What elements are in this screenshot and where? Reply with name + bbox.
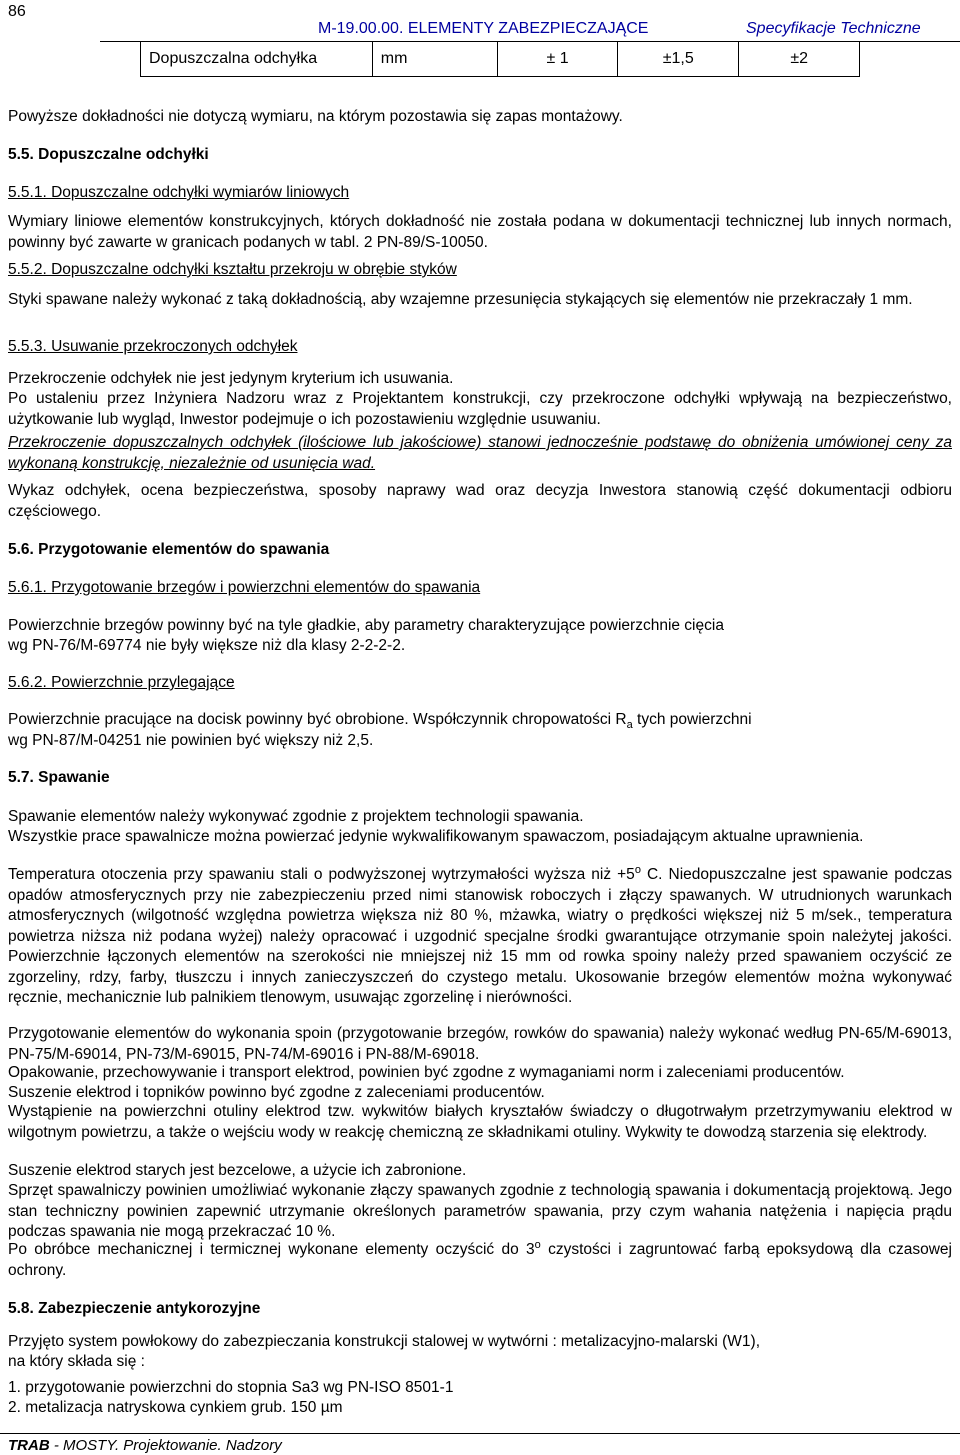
paragraph-5-6-2b: wg PN-87/M-04251 nie powinien być większy niż 2,5.	[8, 732, 374, 749]
paragraph-5-5-3c	[8, 433, 952, 474]
paragraph-5-7g: Wystąpienie na powierzchni otuliny elektrod tzw. wykwitów białych kryształów świadczy o długotrwałym przetrzymywaniu elektrod w wilgotnym powietrzu, a także o wejściu wody w reakcję chemiczną ze składnikami otuliny. Wykwity te dowodzą starzenia się elektrody.	[8, 1103, 952, 1141]
superscript-text: o	[534, 1238, 541, 1251]
paragraph-5-7j	[8, 1240, 952, 1281]
header-section-code: M-19.00.00. ELEMENTY ZABEZPIECZAJĄCE	[318, 20, 649, 37]
list-item: 1. przygotowanie powierzchni do stopnia Sa3 wg PN-ISO 8501-1	[8, 1379, 454, 1396]
paragraph-5-6-2a	[8, 710, 952, 731]
text-span: czystości i zagruntować farbą epoksydową dla czasowej ochrony.	[8, 1241, 952, 1279]
superscript-text: o	[634, 863, 641, 876]
text-span: C. Niedopuszczalne jest spawanie podczas opadów atmosferycznych przy nie zabezpieczeniu przed nimi stanowisk roboczych i złączy spawanych. W utrudnionych warunkach atmosferycznych (wilgotność względna powietrza większa niż 80 %, mżawka, wiatry o prędkości większej niż 5 m/sek., temperatura powietrza niższa niż podana wyżej) należy opracować i uzgodnić specjalne środki gwarantujące otrzymanie spoin należytej jakości. Powierzchnie łączonych elementów na szerokości nie mniejszej niż 15 mm od rowka spoiny należy przed spawaniem oczyścić ze zgorzeliny, rdzy, farby, tłuszczu i innych zanieczyszczeń do czystego metalu. Ukosowanie brzegów elementów można wykonywać ręcznie, mechanicznie lub palnikiem tlenowym, usuwając zgorzelinę i nierówności.	[8, 866, 953, 1006]
subsection-heading-5-5-3	[8, 337, 952, 358]
section-heading-5-7: 5.7. Spawanie	[8, 769, 110, 786]
subsection-heading-text: 5.5.2. Dopuszczalne odchyłki kształtu przekroju w obrębie styków	[8, 261, 457, 278]
text-span: Powierzchnie pracujące na docisk powinny być obrobione. Współczynnik chropowatości R	[8, 711, 627, 728]
subsection-heading-text: 5.6.1. Przygotowanie brzegów i powierzchni elementów do spawania	[8, 579, 481, 596]
text-span: tych powierzchni	[632, 711, 752, 728]
subsection-heading-5-5-2	[8, 260, 952, 281]
text-span: Temperatura otoczenia przy spawaniu stali o podwyższonej wytrzymałości wyższa niż +5	[8, 866, 635, 883]
paragraph-5-7c	[8, 865, 952, 1009]
list-item: 2. metalizacja natryskowa cynkiem grub. 150 µm	[8, 1399, 343, 1416]
footer-brand: TRAB	[8, 1437, 50, 1454]
page-number: 86	[8, 3, 26, 20]
header-spec-title: Specyfikacje Techniczne	[746, 20, 921, 37]
paragraph-5-5-3a: Przekroczenie odchyłek nie jest jedynym kryterium ich usuwania.	[8, 370, 454, 387]
table-cell-value: ±1,5	[618, 42, 739, 77]
subsection-heading-5-5-1	[8, 183, 952, 204]
underlined-italic-text: Przekroczenie dopuszczalnych odchyłek (ilościowe lub jakościowe) stanowi jednocześnie podstawę do obniżenia umówionej ceny za wykonaną konstrukcję, niezależnie od usunięcia wad.	[8, 434, 952, 472]
text-span: Po obróbce mechanicznej i termicznej wykonane elementy oczyścić do 3	[8, 1241, 535, 1258]
paragraph-5-7b: Wszystkie prace spawalnicze można powierzać jedynie wykwalifikowanym spawaczom, posiadającym aktualne uprawnienia.	[8, 828, 864, 845]
paragraph-5-7f: Suszenie elektrod i topników powinno być zgodne z zaleceniami producentów.	[8, 1084, 545, 1101]
subsection-heading-text: 5.5.3. Usuwanie przekroczonych odchyłek	[8, 338, 298, 355]
table-cell-value: ± 1	[497, 42, 617, 77]
footer-text: - MOSTY. Projektowanie. Nadzory	[49, 1437, 282, 1454]
section-heading-5-8: 5.8. Zabezpieczenie antykorozyjne	[8, 1300, 261, 1317]
subsection-heading-text: 5.6.2. Powierzchnie przylegające	[8, 674, 235, 691]
paragraph-5-7a: Spawanie elementów należy wykonywać zgodnie z projektem technologii spawania.	[8, 808, 584, 825]
paragraph-5-7i: Sprzęt spawalniczy powinien umożliwiać wykonanie złączy spawanych zgodnie z technologią spawania i dokumentacją projektową. Jego stan techniczny powinien zapewnić utrzymanie określonych parametrów spawania, przy czym wahania natężenia i napięcia prądu podczas spawania nie mogą przekraczać 10 %.	[8, 1182, 952, 1240]
tolerance-table	[140, 41, 860, 77]
section-heading-5-6: 5.6. Przygotowanie elementów do spawania	[8, 541, 330, 558]
subsection-heading-5-6-1	[8, 578, 952, 599]
paragraph-5-5-3d: Wykaz odchyłek, ocena bezpieczeństwa, sposoby naprawy wad oraz decyzja Inwestora stanowią część dokumentacji odbioru częściowego.	[8, 482, 952, 520]
paragraph-5-6-1b: wg PN-76/M-69774 nie były większe niż dla klasy 2-2-2-2.	[8, 637, 406, 654]
subsection-heading-5-6-2	[8, 673, 952, 694]
table-cell-unit: mm	[372, 42, 497, 77]
subscript-text: a	[626, 719, 633, 732]
footer	[8, 1437, 282, 1454]
paragraph-5-8b: na który składa się :	[8, 1353, 145, 1370]
paragraph-5-7d: Przygotowanie elementów do wykonania spoin (przygotowanie brzegów, rowków do spawania) należy wykonać według PN-65/M-69013, PN-75/M-69014, PN-73/M-69015, PN-74/M-69016 i PN-88/M-69018.	[8, 1025, 952, 1063]
subsection-heading-text: 5.5.1. Dopuszczalne odchyłki wymiarów liniowych	[8, 184, 350, 201]
note-paragraph: Powyższe dokładności nie dotyczą wymiaru, na którym pozostawia się zapas montażowy.	[8, 108, 623, 125]
footer-rule	[0, 1433, 960, 1434]
table-row	[141, 42, 860, 77]
section-heading-5-5: 5.5. Dopuszczalne odchyłki	[8, 146, 209, 163]
paragraph-5-5-2: Styki spawane należy wykonać z taką dokładnością, aby wzajemne przesunięcia stykających się elementów nie przekraczały 1 mm.	[8, 291, 913, 308]
paragraph-5-6-1a: Powierzchnie brzegów powinny być na tyle gładkie, aby parametry charakteryzujące powierzchnie cięcia	[8, 617, 724, 634]
paragraph-5-8a: Przyjęto system powłokowy do zabezpieczania konstrukcji stalowej w wytwórni : metalizacyjno-malarski (W1),	[8, 1333, 760, 1350]
paragraph-5-7e: Opakowanie, przechowywanie i transport elektrod, powinien być zgodne z wymaganiami norm i zaleceniami producentów.	[8, 1064, 845, 1081]
paragraph-5-5-1: Wymiary liniowe elementów konstrukcyjnych, których dokładność nie została podana w dokumentacji technicznej lub innych normach, powinny być zawarte w granicach podanych w tabl. 2 PN-89/S-10050.	[8, 213, 952, 251]
table-cell-label: Dopuszczalna odchyłka	[141, 42, 373, 77]
paragraph-5-7h: Suszenie elektrod starych jest bezcelowe, a użycie ich zabronione.	[8, 1162, 467, 1179]
table-cell-value: ±2	[739, 42, 860, 77]
paragraph-5-5-3b: Po ustaleniu przez Inżyniera Nadzoru wraz z Projektantem konstrukcji, czy przekroczone odchyłki wpływają na bezpieczeństwo, użytkowanie lub wygląd, Inwestor podejmuje o ich pozostawieniu względnie usuwaniu.	[8, 390, 952, 428]
